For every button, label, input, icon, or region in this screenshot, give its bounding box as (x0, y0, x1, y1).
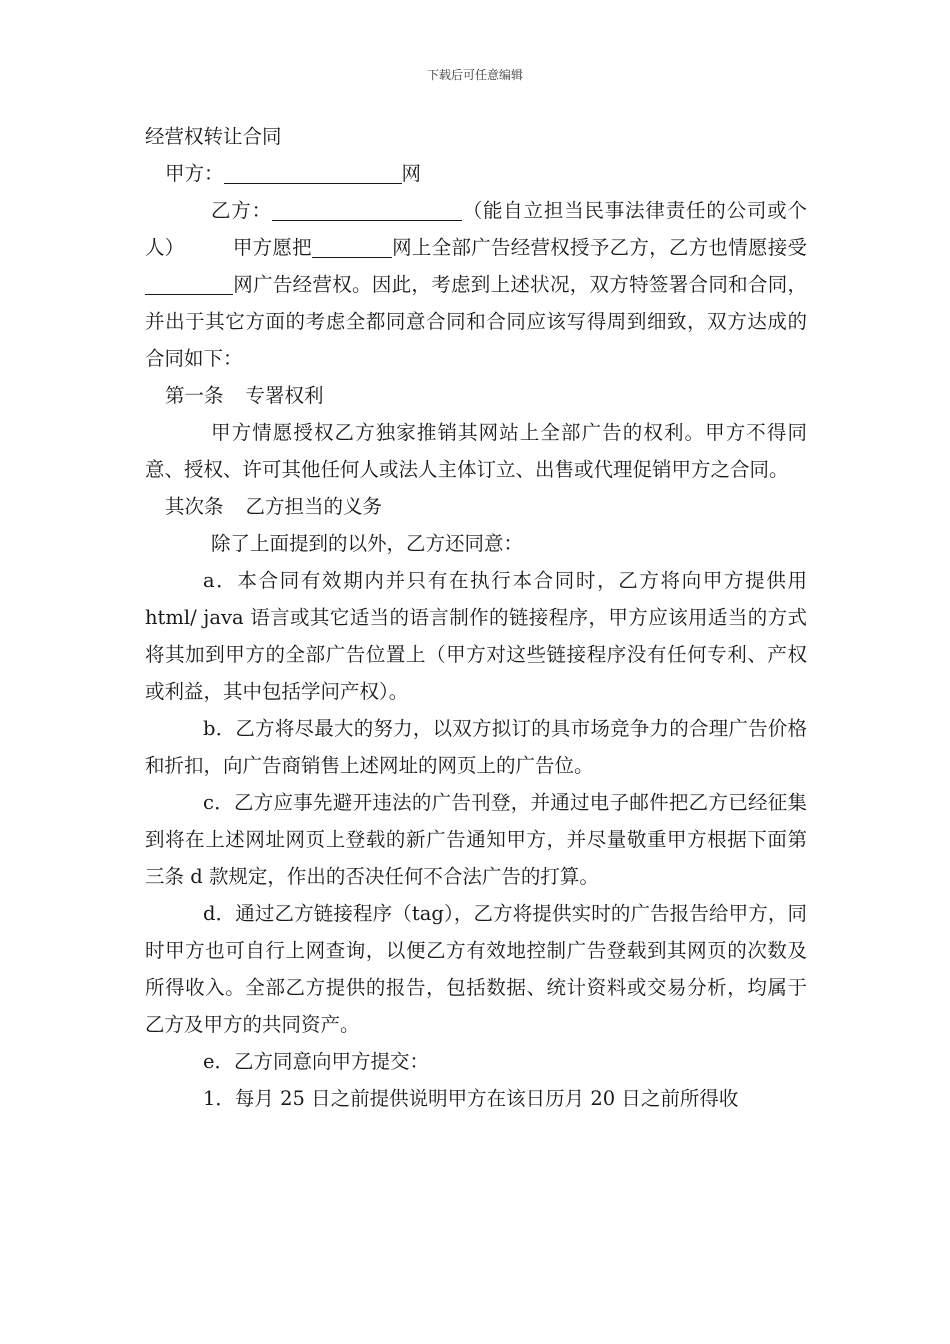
item-1: 1．每月 25 日之前提供说明甲方在该日历月 20 日之前所得收 (203, 1087, 739, 1110)
website-blank-2[interactable] (145, 270, 233, 295)
article-2-title: 乙方担当的义务 (245, 495, 383, 518)
article-1-body: 甲方情愿授权乙方独家推销其网站上全部广告的权利。甲方不得同意、授权、许可其他任何人或法人主体订立、出售或代理促销甲方之合同。 (145, 421, 807, 481)
article-1-title: 专署权利 (245, 384, 324, 407)
contract-title: 经营权转让合同 (145, 125, 282, 148)
article-2-intro: 除了上面提到的以外，乙方还同意： (211, 532, 524, 555)
item-d: d．通过乙方链接程序（tag），乙方将提供实时的广告报告给甲方，同时甲方也可自行上网查询，以便乙方有效地控制广告登载到其网页的次数及所得收入。全部乙方提供的报告，包括数据、统计资料或交易分析，均属于乙方及甲方的共同资产。 (145, 902, 807, 1036)
party-a-suffix: 网 (401, 162, 422, 185)
item-e: e．乙方同意向甲方提交： (203, 1050, 430, 1073)
item-c: c．乙方应事先避开违法的广告刊登，并通过电子邮件把乙方已经征集到将在上述网址网页上登载的新广告通知甲方，并尽量敬重甲方根据下面第三条 d 款规定，作出的否决任何不合法广告的打算。 (145, 791, 807, 888)
party-a-blank[interactable] (224, 159, 402, 184)
article-2-number: 其次条 (165, 495, 224, 518)
item-a: a．本合同有效期内并只有在执行本合同时，乙方将向甲方提供用 html/ java 语言或其它适当的语言制作的链接程序，甲方应该用适当的方式将其加到甲方的全部广告位置上（甲方对这些链接程序没有任何专利、产权或利益，其中包括学问产权）。 (145, 569, 807, 703)
contract-document (145, 118, 807, 1117)
website-blank-1[interactable] (312, 233, 392, 258)
party-a-label: 甲方： (165, 162, 224, 185)
article-1-number: 第一条 (165, 384, 224, 407)
party-b-label: 乙方： (211, 199, 272, 222)
party-b-and-intro (145, 192, 807, 377)
item-b: b．乙方将尽最大的努力，以双方拟订的具市场竞争力的合理广告价格和折扣，向广告商销售上述网址的网页上的广告位。 (145, 717, 807, 777)
article-1-heading (145, 377, 807, 414)
intro-part-3: 网广告经营权。因此，考虑到上述状况，双方特签署合同和合同，并出于其它方面的考虑全都同意合同和合同应该写得周到细致，双方达成的合同如下： (145, 273, 807, 370)
intro-part-2: 网上全部广告经营权授予乙方，乙方也情愿接受 (391, 236, 807, 259)
page-header-note: 下载后可任意编辑 (426, 68, 523, 82)
intro-part-1: 甲方愿把 (232, 236, 312, 259)
article-2-heading (145, 488, 807, 525)
party-a-line (145, 155, 807, 192)
party-b-suffix: （能自立担当民事法律责任的公司或个人） (145, 199, 807, 259)
party-b-blank[interactable] (272, 196, 462, 221)
